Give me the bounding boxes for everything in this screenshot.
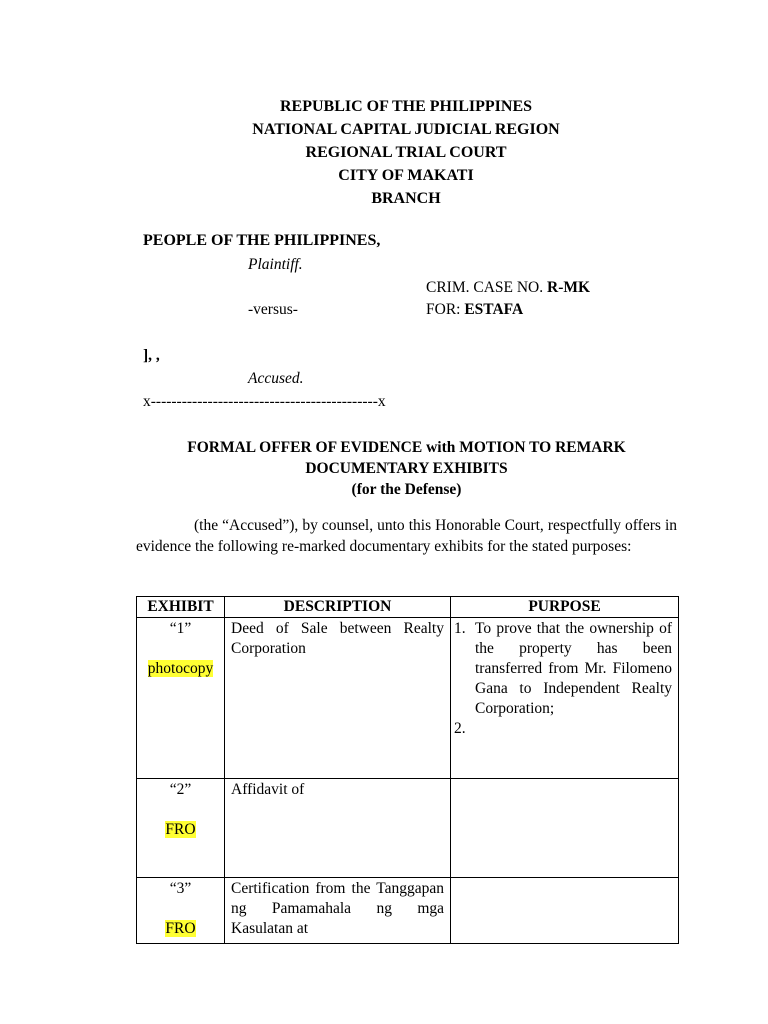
header-city: CITY OF MAKATI	[338, 167, 474, 184]
intro-paragraph	[136, 516, 677, 557]
header-branch: BRANCH	[371, 190, 441, 207]
exhibit-note-highlight: photocopy	[147, 660, 214, 677]
court-header	[0, 95, 768, 210]
intro-text: (the “Accused”), by counsel, unto this Honorable Court, respectfully offers in evidence the following re-marked documentary exhibits for the stated purposes:	[136, 517, 677, 555]
case-number-label: CRIM. CASE NO.	[426, 279, 544, 296]
charge-label: FOR:	[426, 301, 461, 318]
table-row	[137, 618, 679, 779]
description-cell: Deed of Sale between Realty Corporation	[225, 618, 451, 779]
col-header-description: DESCRIPTION	[225, 597, 451, 618]
evidence-table	[136, 596, 679, 944]
title-line-1: FORMAL OFFER OF EVIDENCE with MOTION TO REMARK	[187, 439, 626, 456]
exhibit-number: “3”	[169, 880, 192, 897]
exhibit-cell	[137, 618, 225, 779]
charge-value: ESTAFA	[464, 301, 524, 318]
title-line-2: DOCUMENTARY EXHIBITS	[305, 460, 508, 477]
purpose-list	[454, 619, 672, 739]
purpose-item: 2.	[454, 720, 466, 737]
purpose-cell	[451, 618, 679, 779]
plaintiff-role: Plaintiff.	[248, 256, 303, 273]
accused-role: Accused.	[248, 370, 304, 387]
description-cell: Certification from the Tanggapan ng Pamamahala ng mga Kasulatan at	[225, 878, 451, 944]
purpose-cell	[451, 779, 679, 878]
case-number	[426, 279, 590, 297]
accused-name: ], ,	[143, 347, 160, 364]
case-number-value: R-MK	[547, 279, 591, 296]
exhibit-cell	[137, 878, 225, 944]
description-cell: Affidavit of	[225, 779, 451, 878]
table-row	[137, 779, 679, 878]
exhibit-note-highlight: FRO	[165, 821, 196, 838]
document-title	[136, 437, 677, 500]
header-republic: REPUBLIC OF THE PHILIPPINES	[279, 98, 533, 115]
caption-separator: x--------------------------------------------x	[143, 393, 386, 410]
exhibit-note-highlight: FRO	[165, 920, 196, 937]
title-line-3: (for the Defense)	[351, 481, 462, 498]
purpose-cell	[451, 878, 679, 944]
exhibit-number: “2”	[169, 781, 192, 798]
case-charge	[426, 301, 523, 319]
plaintiff-name: PEOPLE OF THE PHILIPPINES,	[143, 232, 381, 249]
exhibit-number: “1”	[169, 620, 192, 637]
header-court: REGIONAL TRIAL COURT	[305, 144, 507, 161]
table-row	[137, 878, 679, 944]
col-header-exhibit: EXHIBIT	[137, 597, 225, 618]
col-header-purpose: PURPOSE	[451, 597, 679, 618]
purpose-item: 1. To prove that the ownership of the property has been transferred from Mr. Filomeno Gana to Independent Realty Corporation;	[454, 620, 672, 717]
header-region: NATIONAL CAPITAL JUDICIAL REGION	[252, 121, 560, 138]
table-header-row	[137, 597, 679, 618]
versus-label: -versus-	[248, 301, 298, 318]
exhibit-cell	[137, 779, 225, 878]
